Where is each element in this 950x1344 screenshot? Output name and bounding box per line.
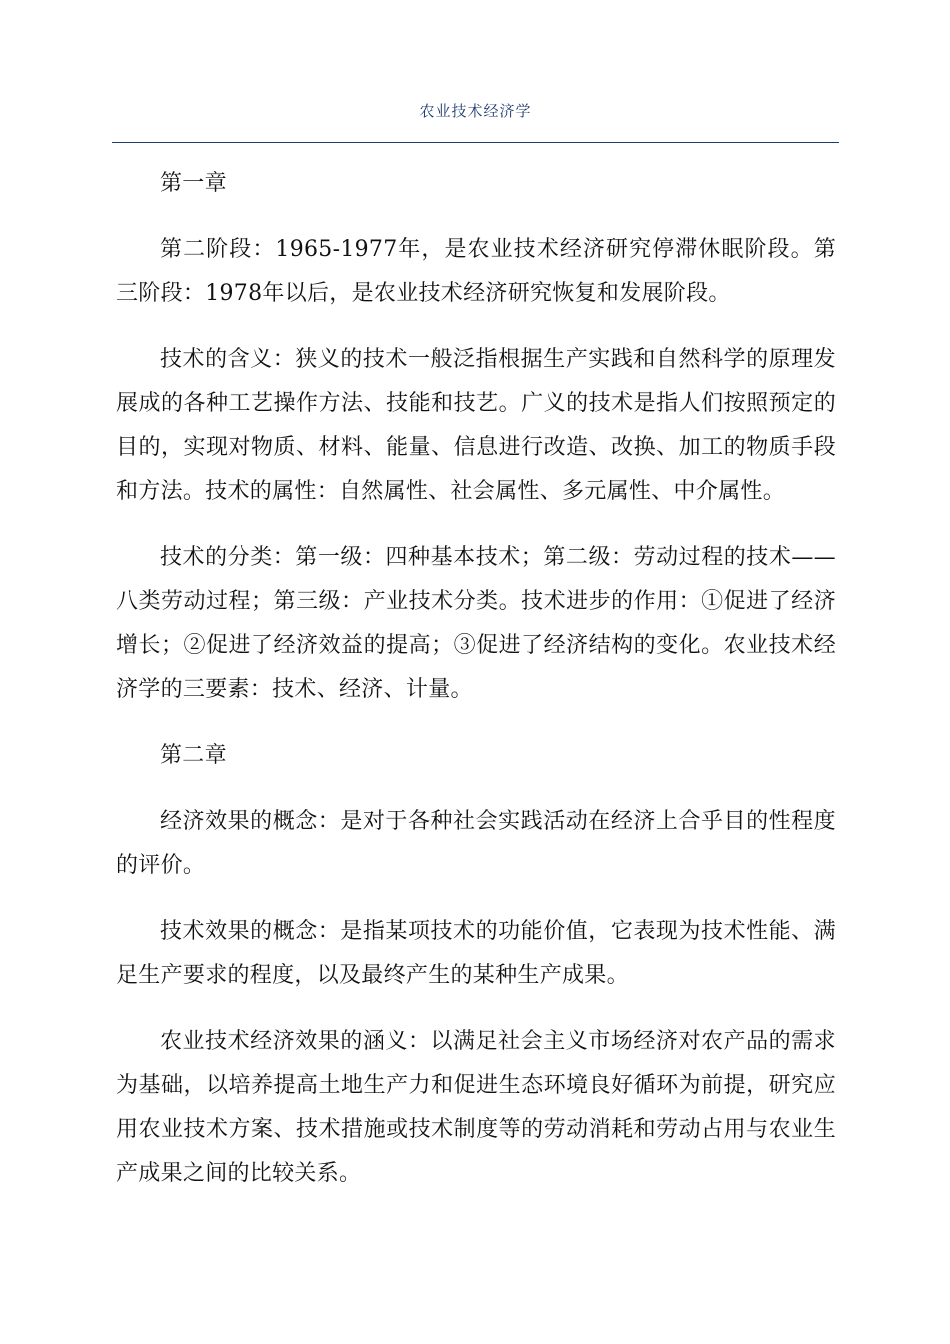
chapter-heading: 第一章 [160,171,227,196]
paragraph: 技术的含义：狭义的技术一般泛指根据生产实践和自然科学的原理发展成的各种工艺操作方法、技能和技艺。广义的技术是指人们按照预定的目的，实现对物质、材料、能量、信息进行改造、改换、加工的物质手段和方法。技术的属性：自然属性、社会属性、多元属性、中介属性。 [116,347,836,504]
chapter-heading: 第二章 [160,743,227,768]
paragraph: 技术效果的概念：是指某项技术的功能价值，它表现为技术性能、满足生产要求的程度，以及最终产生的某种生产成果。 [116,919,836,988]
paragraph: 农业技术经济效果的涵义：以满足社会主义市场经济对农产品的需求为基础，以培养提高土地生产力和促进生态环境良好循环为前提，研究应用农业技术方案、技术措施或技术制度等的劳动消耗和劳动占用与农业生产成果之间的比较关系。 [116,1029,836,1186]
paragraph: 技术的分类：第一级：四种基本技术；第二级：劳动过程的技术——八类劳动过程；第三级：产业技术分类。技术进步的作用：①促进了经济增长；②促进了经济效益的提高；③促进了经济结构的变化。农业技术经济学的三要素：技术、经济、计量。 [116,545,836,702]
header-divider [112,142,839,143]
document-body [116,162,836,1218]
paragraph: 第二阶段：1965-1977年，是农业技术经济研究停滞休眠阶段。第三阶段：1978年以后，是农业技术经济研究恢复和发展阶段。 [116,237,836,306]
page-header-title: 农业技术经济学 [419,102,532,120]
paragraph: 经济效果的概念：是对于各种社会实践活动在经济上合乎目的性程度的评价。 [116,809,836,878]
